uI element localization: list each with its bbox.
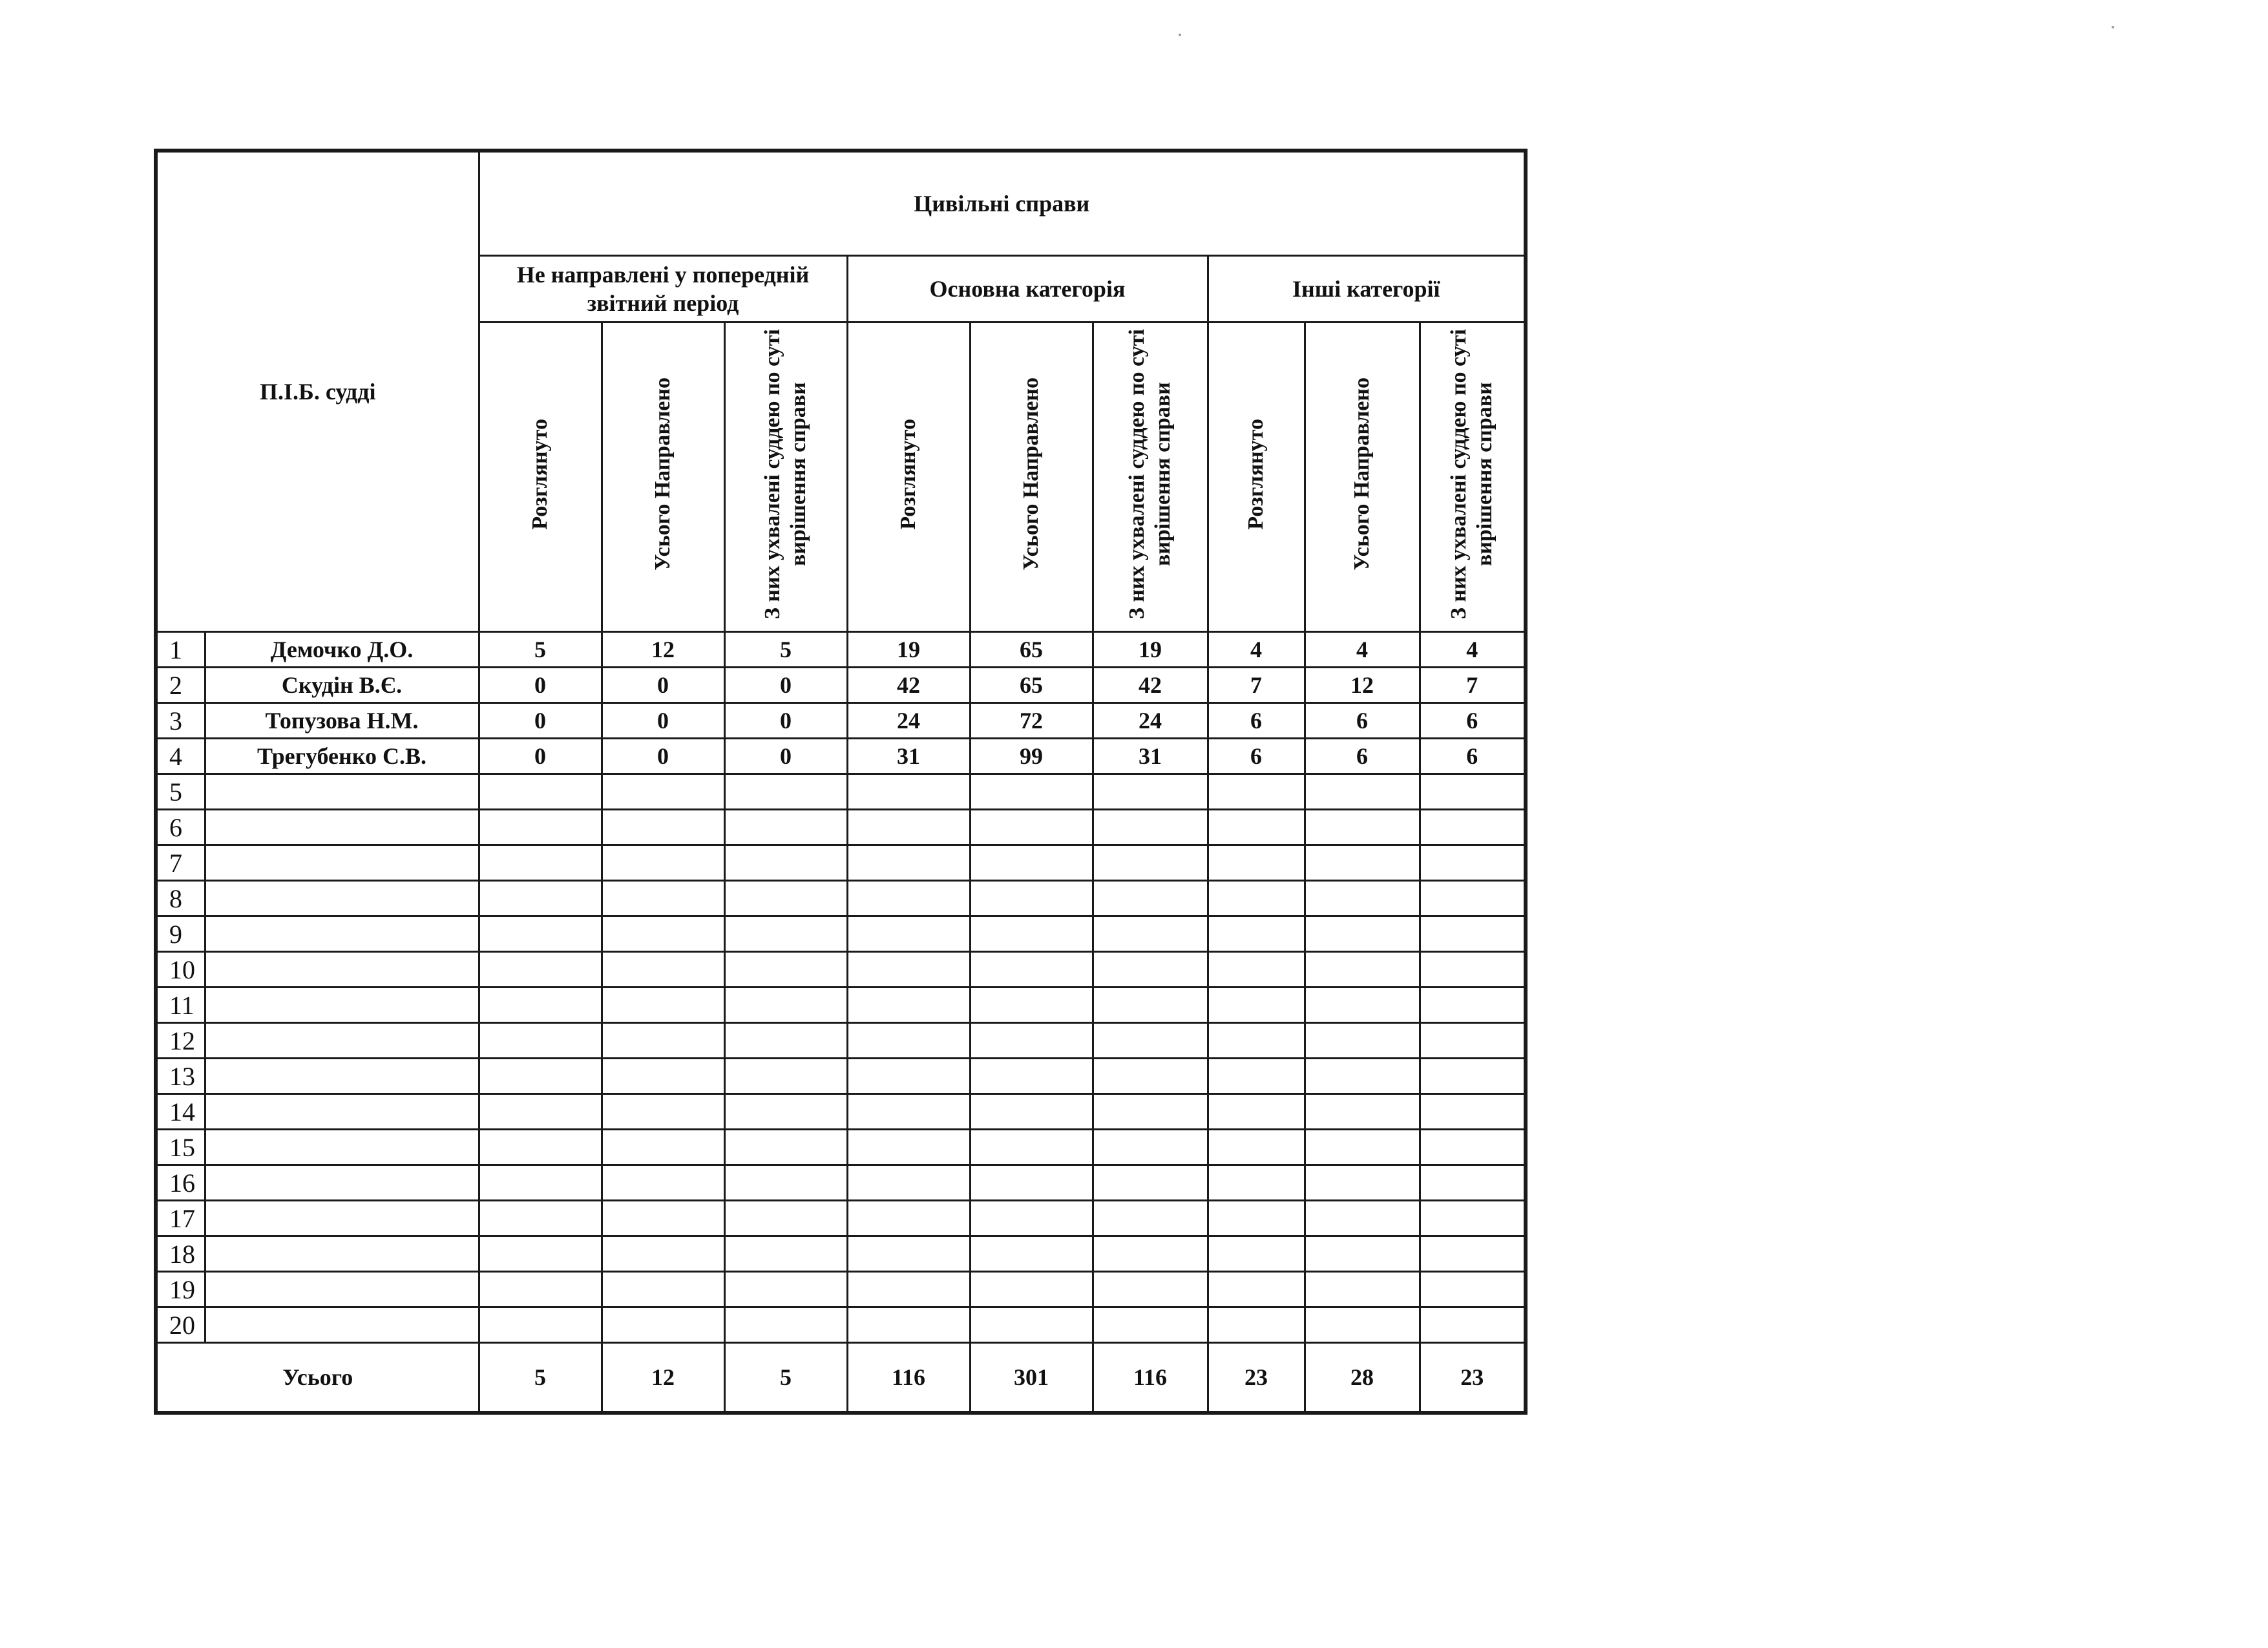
value-cell: 12 (602, 632, 724, 668)
value-cell (1093, 1236, 1208, 1272)
value-cell (970, 1307, 1093, 1343)
value-cell (847, 988, 970, 1023)
value-cell (1093, 881, 1208, 916)
value-cell (724, 881, 847, 916)
table-row (156, 916, 1526, 952)
value-cell (970, 952, 1093, 988)
row-number: 16 (156, 1165, 205, 1201)
value-cell (970, 810, 1093, 845)
value-cell (1208, 1023, 1305, 1059)
table-body (156, 632, 1526, 1343)
total-value: 28 (1305, 1343, 1420, 1413)
judge-name (205, 1165, 479, 1201)
value-cell (847, 1307, 970, 1343)
value-cell (1420, 952, 1526, 988)
value-cell (1305, 1023, 1420, 1059)
value-cell (1093, 1272, 1208, 1307)
value-cell (1093, 1023, 1208, 1059)
total-value: 116 (1093, 1343, 1208, 1413)
value-cell: 72 (970, 703, 1093, 739)
value-cell (847, 1165, 970, 1201)
value-cell (724, 988, 847, 1023)
value-cell (847, 1201, 970, 1236)
value-cell: 0 (479, 739, 602, 774)
value-cell (970, 845, 1093, 881)
value-cell (1208, 1165, 1305, 1201)
row-number: 15 (156, 1130, 205, 1165)
value-cell (479, 810, 602, 845)
value-cell: 6 (1420, 703, 1526, 739)
value-cell (602, 845, 724, 881)
judge-name: Демочко Д.О. (205, 632, 479, 668)
table-row (156, 1130, 1526, 1165)
value-cell: 5 (724, 632, 847, 668)
value-cell (1208, 1130, 1305, 1165)
value-cell (1305, 1236, 1420, 1272)
value-cell (602, 1094, 724, 1130)
value-cell: 7 (1208, 668, 1305, 703)
row-number: 8 (156, 881, 205, 916)
civil-cases-header: Цивільні справи (479, 151, 1526, 256)
value-cell: 0 (724, 703, 847, 739)
value-cell (1420, 1272, 1526, 1307)
value-cell (970, 916, 1093, 952)
value-cell: 4 (1305, 632, 1420, 668)
value-cell (970, 1165, 1093, 1201)
value-cell (1208, 916, 1305, 952)
judge-name (205, 1130, 479, 1165)
value-cell (1420, 1201, 1526, 1236)
value-cell (970, 774, 1093, 810)
table-row (156, 810, 1526, 845)
table-row (156, 988, 1526, 1023)
value-cell (1305, 845, 1420, 881)
value-cell: 6 (1208, 739, 1305, 774)
total-value: 12 (602, 1343, 724, 1413)
value-cell (479, 1272, 602, 1307)
subheader-label: Усього Направлено (1350, 377, 1374, 571)
value-cell (479, 881, 602, 916)
judge-name (205, 952, 479, 988)
value-cell (970, 1130, 1093, 1165)
value-cell (1093, 988, 1208, 1023)
total-label: Усього (156, 1343, 479, 1413)
table-row (156, 1236, 1526, 1272)
value-cell (724, 1272, 847, 1307)
value-cell (1420, 881, 1526, 916)
row-number: 13 (156, 1059, 205, 1094)
group-header-other-categories: Інші категорії (1208, 256, 1526, 322)
total-value: 5 (479, 1343, 602, 1413)
value-cell (970, 1023, 1093, 1059)
value-cell (724, 1023, 847, 1059)
value-cell: 0 (724, 668, 847, 703)
subheader-cell (847, 322, 970, 632)
total-value: 23 (1420, 1343, 1526, 1413)
value-cell (1420, 988, 1526, 1023)
row-number: 19 (156, 1272, 205, 1307)
value-cell (479, 1130, 602, 1165)
subheader-cell (1208, 322, 1305, 632)
table-row (156, 739, 1526, 774)
value-cell (847, 1059, 970, 1094)
value-cell (1420, 1059, 1526, 1094)
row-number: 12 (156, 1023, 205, 1059)
value-cell (847, 1023, 970, 1059)
value-cell (1093, 1130, 1208, 1165)
value-cell (1093, 1307, 1208, 1343)
value-cell (724, 845, 847, 881)
value-cell (1208, 1272, 1305, 1307)
row-number: 14 (156, 1094, 205, 1130)
value-cell (602, 1272, 724, 1307)
row-number: 2 (156, 668, 205, 703)
value-cell (1093, 810, 1208, 845)
value-cell (1208, 988, 1305, 1023)
value-cell (602, 1059, 724, 1094)
value-cell: 31 (1093, 739, 1208, 774)
value-cell (1420, 916, 1526, 952)
row-number: 1 (156, 632, 205, 668)
subheader-cell (724, 322, 847, 632)
value-cell (1420, 1165, 1526, 1201)
judge-name (205, 881, 479, 916)
value-cell: 4 (1208, 632, 1305, 668)
group-header-main-category: Основна категорія (847, 256, 1208, 322)
value-cell (479, 1023, 602, 1059)
value-cell (847, 952, 970, 988)
value-cell (1305, 1165, 1420, 1201)
value-cell (1305, 774, 1420, 810)
judge-name (205, 1201, 479, 1236)
value-cell (602, 774, 724, 810)
value-cell (970, 1272, 1093, 1307)
total-row (156, 1343, 1526, 1413)
value-cell: 5 (479, 632, 602, 668)
table-row (156, 632, 1526, 668)
value-cell: 99 (970, 739, 1093, 774)
value-cell: 24 (1093, 703, 1208, 739)
subheader-label: З них ухвалені суддею по суті вирішення справи (1447, 329, 1497, 619)
subheader-cell (479, 322, 602, 632)
subheader-label: Усього Направлено (1019, 377, 1043, 571)
subheader-cell (1305, 322, 1420, 632)
table-row (156, 1272, 1526, 1307)
value-cell (847, 1130, 970, 1165)
row-number: 5 (156, 774, 205, 810)
value-cell (1208, 774, 1305, 810)
judge-name (205, 1307, 479, 1343)
value-cell (970, 881, 1093, 916)
value-cell (1305, 881, 1420, 916)
value-cell (970, 1201, 1093, 1236)
subheader-label: Розглянуто (896, 418, 920, 530)
value-cell (1093, 774, 1208, 810)
row-number: 6 (156, 810, 205, 845)
value-cell: 0 (724, 739, 847, 774)
value-cell: 19 (1093, 632, 1208, 668)
value-cell: 0 (602, 739, 724, 774)
value-cell: 6 (1305, 703, 1420, 739)
value-cell (602, 1165, 724, 1201)
scan-speck (1179, 34, 1181, 36)
value-cell: 0 (602, 703, 724, 739)
value-cell (1305, 1130, 1420, 1165)
value-cell (1420, 774, 1526, 810)
value-cell (602, 1307, 724, 1343)
judge-name (205, 988, 479, 1023)
value-cell: 6 (1305, 739, 1420, 774)
value-cell: 0 (602, 668, 724, 703)
value-cell: 12 (1305, 668, 1420, 703)
value-cell (1305, 1307, 1420, 1343)
value-cell (1093, 1165, 1208, 1201)
value-cell (724, 1307, 847, 1343)
value-cell (847, 845, 970, 881)
value-cell (724, 952, 847, 988)
judge-name (205, 916, 479, 952)
judges-statistics-table (154, 149, 1528, 1415)
value-cell: 19 (847, 632, 970, 668)
value-cell (602, 1130, 724, 1165)
subheader-cell (1420, 322, 1526, 632)
value-cell (724, 774, 847, 810)
subheader-cell (1093, 322, 1208, 632)
value-cell: 65 (970, 632, 1093, 668)
judge-name (205, 1094, 479, 1130)
value-cell (479, 1165, 602, 1201)
value-cell (1420, 1307, 1526, 1343)
judge-name (205, 1236, 479, 1272)
value-cell: 0 (479, 668, 602, 703)
judge-name-header: П.І.Б. судді (156, 151, 479, 632)
value-cell (479, 1236, 602, 1272)
value-cell (602, 1236, 724, 1272)
value-cell (602, 952, 724, 988)
value-cell (1208, 952, 1305, 988)
value-cell (1208, 810, 1305, 845)
value-cell (724, 1130, 847, 1165)
value-cell: 0 (479, 703, 602, 739)
table-row (156, 952, 1526, 988)
value-cell (1093, 916, 1208, 952)
value-cell (1208, 1201, 1305, 1236)
value-cell (1208, 1236, 1305, 1272)
value-cell (1093, 1094, 1208, 1130)
total-value: 116 (847, 1343, 970, 1413)
value-cell (1305, 810, 1420, 845)
value-cell (479, 1201, 602, 1236)
judge-name: Скудін В.Є. (205, 668, 479, 703)
value-cell: 24 (847, 703, 970, 739)
value-cell (1420, 1236, 1526, 1272)
value-cell (479, 916, 602, 952)
value-cell: 6 (1208, 703, 1305, 739)
table-row (156, 845, 1526, 881)
value-cell (724, 1165, 847, 1201)
value-cell (847, 881, 970, 916)
value-cell (724, 1059, 847, 1094)
value-cell (479, 1094, 602, 1130)
row-number: 3 (156, 703, 205, 739)
value-cell (724, 916, 847, 952)
value-cell (970, 1059, 1093, 1094)
value-cell: 42 (847, 668, 970, 703)
subheader-label: Усього Направлено (651, 377, 675, 571)
judge-name (205, 774, 479, 810)
value-cell (479, 1059, 602, 1094)
row-number: 4 (156, 739, 205, 774)
row-number: 10 (156, 952, 205, 988)
value-cell (1208, 845, 1305, 881)
value-cell: 7 (1420, 668, 1526, 703)
value-cell (1305, 988, 1420, 1023)
value-cell (1208, 1307, 1305, 1343)
subheader-label: Розглянуто (1244, 418, 1268, 530)
value-cell: 42 (1093, 668, 1208, 703)
row-number: 20 (156, 1307, 205, 1343)
table-row (156, 1059, 1526, 1094)
value-cell (1305, 1201, 1420, 1236)
value-cell (479, 1307, 602, 1343)
row-number: 18 (156, 1236, 205, 1272)
value-cell: 6 (1420, 739, 1526, 774)
subheader-cell (970, 322, 1093, 632)
value-cell (970, 988, 1093, 1023)
total-value: 23 (1208, 1343, 1305, 1413)
subheader-cell (602, 322, 724, 632)
value-cell (724, 1201, 847, 1236)
value-cell (1420, 845, 1526, 881)
value-cell (602, 1023, 724, 1059)
value-cell (602, 881, 724, 916)
judge-name: Трегубенко С.В. (205, 739, 479, 774)
table-row (156, 1307, 1526, 1343)
value-cell (1420, 1130, 1526, 1165)
value-cell (1305, 1272, 1420, 1307)
value-cell (847, 916, 970, 952)
table-row (156, 774, 1526, 810)
value-cell: 31 (847, 739, 970, 774)
value-cell (1305, 952, 1420, 988)
value-cell (1305, 1094, 1420, 1130)
value-cell (847, 810, 970, 845)
value-cell: 4 (1420, 632, 1526, 668)
table-row (156, 1094, 1526, 1130)
value-cell (1420, 1094, 1526, 1130)
row-number: 11 (156, 988, 205, 1023)
value-cell (847, 1272, 970, 1307)
value-cell (1093, 1059, 1208, 1094)
value-cell (602, 1201, 724, 1236)
table-row (156, 1165, 1526, 1201)
subheader-label: З них ухвалені суддею по суті вирішення справи (1125, 329, 1175, 619)
judge-name: Топузова Н.М. (205, 703, 479, 739)
value-cell (479, 988, 602, 1023)
value-cell (1208, 1094, 1305, 1130)
value-cell (724, 1236, 847, 1272)
row-number: 17 (156, 1201, 205, 1236)
value-cell (479, 952, 602, 988)
table-row (156, 668, 1526, 703)
scan-speck (2112, 26, 2114, 28)
judge-name (205, 810, 479, 845)
subheader-label: Розглянуто (528, 418, 552, 530)
judge-name (205, 1272, 479, 1307)
value-cell (847, 774, 970, 810)
table-row (156, 881, 1526, 916)
value-cell (1093, 845, 1208, 881)
value-cell (479, 774, 602, 810)
value-cell (1305, 1059, 1420, 1094)
value-cell (724, 1094, 847, 1130)
value-cell (847, 1094, 970, 1130)
total-value: 5 (724, 1343, 847, 1413)
value-cell (602, 810, 724, 845)
value-cell (1093, 1201, 1208, 1236)
value-cell (1093, 952, 1208, 988)
value-cell (1305, 916, 1420, 952)
value-cell (602, 988, 724, 1023)
subheader-label: З них ухвалені суддею по суті вирішення справи (761, 329, 810, 619)
table-row (156, 1023, 1526, 1059)
value-cell (970, 1236, 1093, 1272)
value-cell (602, 916, 724, 952)
judge-name (205, 1059, 479, 1094)
row-number: 7 (156, 845, 205, 881)
value-cell (1420, 1023, 1526, 1059)
value-cell (1208, 1059, 1305, 1094)
row-number: 9 (156, 916, 205, 952)
total-value: 301 (970, 1343, 1093, 1413)
value-cell (1420, 810, 1526, 845)
judge-name (205, 1023, 479, 1059)
group-header-not-sent: Не направлені у попередній звітний період (479, 256, 847, 322)
value-cell (724, 810, 847, 845)
value-cell (1208, 881, 1305, 916)
table-row (156, 1201, 1526, 1236)
table-row (156, 703, 1526, 739)
value-cell (479, 845, 602, 881)
value-cell: 65 (970, 668, 1093, 703)
judge-name (205, 845, 479, 881)
value-cell (970, 1094, 1093, 1130)
value-cell (847, 1236, 970, 1272)
